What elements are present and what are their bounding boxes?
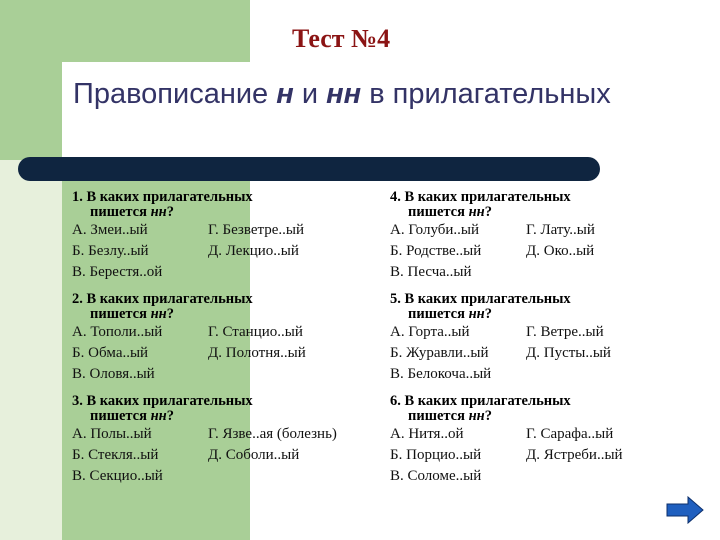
questions-left-column [72, 190, 372, 496]
answer-row [72, 262, 372, 283]
question-heading [390, 394, 690, 424]
answer-option[interactable]: А. Голуби..ый [390, 222, 480, 238]
question-title: 6. В каких прилагательных [390, 393, 571, 409]
subtitle-emphasis: нн [468, 306, 485, 322]
answer-option[interactable]: Д. Лекцио..ый [208, 243, 299, 259]
question-6 [390, 394, 690, 496]
answer-option[interactable]: Г. Лату..ый [526, 222, 595, 238]
title-card [62, 62, 720, 162]
answer-option[interactable]: А. Тополи..ый [72, 324, 163, 340]
heading-and: и [293, 78, 327, 110]
answer-row [72, 322, 372, 343]
subtitle-prefix: пишется [90, 306, 151, 322]
question-subtitle [390, 307, 690, 322]
subtitle-emphasis: нн [468, 204, 485, 220]
answer-row [390, 445, 690, 466]
answer-option[interactable]: В. Оловя..ый [72, 366, 155, 382]
answer-option[interactable]: Б. Порцио..ый [390, 447, 482, 463]
subtitle-emphasis: нн [150, 408, 167, 424]
question-subtitle [72, 307, 372, 322]
answer-row [390, 262, 690, 283]
subtitle-emphasis: нн [150, 204, 167, 220]
answer-option[interactable]: Б. Родстве..ый [390, 243, 482, 259]
answer-row [390, 364, 690, 385]
answer-option[interactable]: Г. Станцио..ый [208, 324, 303, 340]
answer-row [72, 445, 372, 466]
answer-row [72, 220, 372, 241]
question-heading [72, 394, 372, 424]
answer-option[interactable]: Б. Безлу..ый [72, 243, 149, 259]
question-title: 4. В каких прилагательных [390, 189, 571, 205]
subtitle-prefix: пишется [90, 204, 151, 220]
answer-option[interactable]: Д. Соболи..ый [208, 447, 300, 463]
question-title: 3. В каких прилагательных [72, 393, 253, 409]
question-heading [72, 190, 372, 220]
subtitle-suffix: ? [166, 306, 174, 322]
answer-option[interactable]: Б. Стекля..ый [72, 447, 159, 463]
subtitle-suffix: ? [484, 408, 492, 424]
heading-n: н [276, 78, 294, 110]
subtitle-emphasis: нн [468, 408, 485, 424]
heading-part2: в прилагательных [361, 78, 611, 110]
question-subtitle [72, 409, 372, 424]
heading-part1: Правописание [73, 78, 277, 110]
subtitle-suffix: ? [166, 408, 174, 424]
answer-option[interactable]: Б. Обма..ый [72, 345, 149, 361]
subtitle-prefix: пишется [408, 204, 469, 220]
next-slide-button[interactable] [666, 496, 704, 524]
left-accent-strip [0, 160, 62, 540]
answer-row [390, 424, 690, 445]
answer-row [72, 424, 372, 445]
question-subtitle [390, 409, 690, 424]
question-1 [72, 190, 372, 292]
questions-right-column [390, 190, 690, 496]
question-heading [390, 190, 690, 220]
answer-option[interactable]: А. Полы..ый [72, 426, 152, 442]
answer-row [390, 343, 690, 364]
question-title: 5. В каких прилагательных [390, 291, 571, 307]
answer-option[interactable]: Д. Око..ый [526, 243, 595, 259]
question-subtitle [390, 205, 690, 220]
test-title: Тест №4 [292, 24, 391, 53]
answer-option[interactable]: Д. Пусты..ый [526, 345, 611, 361]
slide-heading [73, 78, 633, 110]
heading-nn: нн [326, 78, 362, 110]
answer-option[interactable]: Б. Журавли..ый [390, 345, 489, 361]
answer-row [390, 322, 690, 343]
answer-row [390, 466, 690, 487]
answer-option[interactable]: В. Соломе..ый [390, 468, 482, 484]
answer-row [72, 343, 372, 364]
question-2 [72, 292, 372, 394]
subtitle-suffix: ? [484, 204, 492, 220]
question-title: 1. В каких прилагательных [72, 189, 253, 205]
answer-option[interactable]: А. Нитя..ой [390, 426, 464, 442]
answer-option[interactable]: В. Секцио..ый [72, 468, 163, 484]
answer-row [390, 220, 690, 241]
answer-option[interactable]: Г. Ветре..ый [526, 324, 604, 340]
answer-row [72, 364, 372, 385]
answer-option[interactable]: Д. Полотня..ый [208, 345, 306, 361]
subtitle-prefix: пишется [90, 408, 151, 424]
answer-option[interactable]: В. Белокоча..ый [390, 366, 492, 382]
answer-option[interactable]: Г. Язве..ая (болезнь) [208, 426, 337, 442]
answer-row [72, 466, 372, 487]
answer-option[interactable]: Г. Безветре..ый [208, 222, 305, 238]
answer-option[interactable]: Г. Сарафа..ый [526, 426, 614, 442]
question-heading [72, 292, 372, 322]
subtitle-emphasis: нн [150, 306, 167, 322]
question-5 [390, 292, 690, 394]
answer-option[interactable]: Д. Ястреби..ый [526, 447, 623, 463]
question-subtitle [72, 205, 372, 220]
answer-option[interactable]: А. Горта..ый [390, 324, 470, 340]
subtitle-prefix: пишется [408, 408, 469, 424]
answer-option[interactable]: В. Берестя..ой [72, 264, 163, 280]
subtitle-suffix: ? [166, 204, 174, 220]
question-3 [72, 394, 372, 496]
answer-row [390, 241, 690, 262]
answer-row [72, 241, 372, 262]
title-divider-bar [18, 157, 600, 181]
arrow-right-icon [666, 496, 704, 524]
question-title: 2. В каких прилагательных [72, 291, 253, 307]
answer-option[interactable]: В. Песча..ый [390, 264, 472, 280]
subtitle-suffix: ? [484, 306, 492, 322]
question-4 [390, 190, 690, 292]
subtitle-prefix: пишется [408, 306, 469, 322]
question-heading [390, 292, 690, 322]
answer-option[interactable]: А. Змеи..ый [72, 222, 148, 238]
